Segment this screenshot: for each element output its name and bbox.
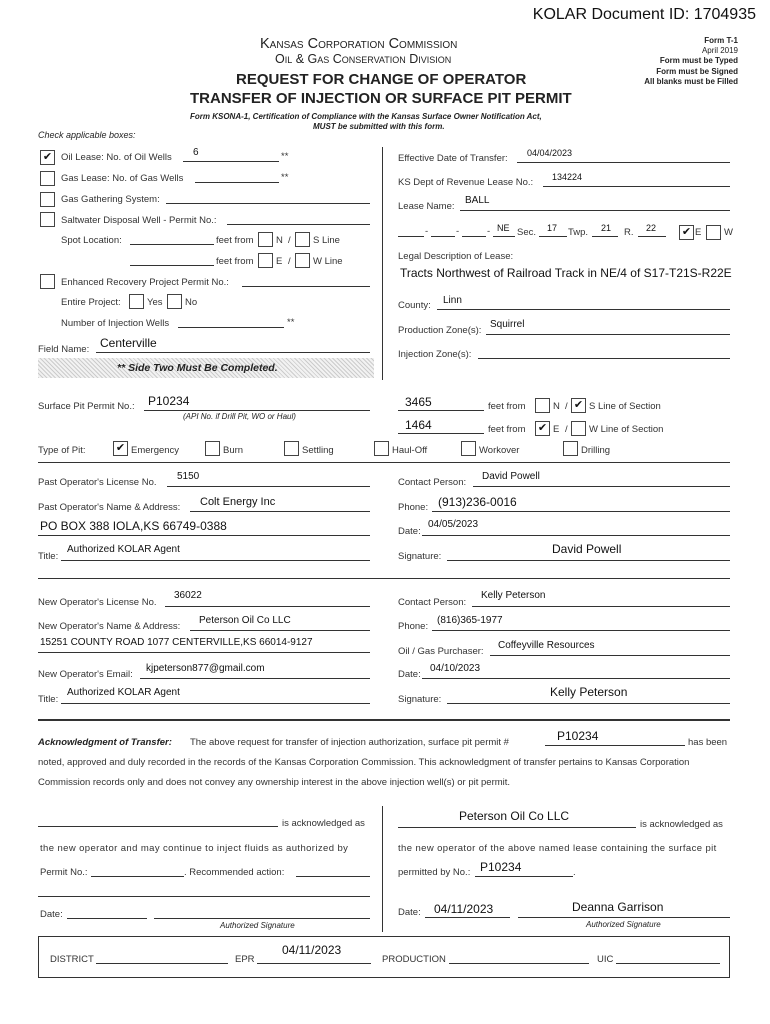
ks-dept-lease-value[interactable]: 134224 <box>552 172 583 182</box>
new-date-label: Date: <box>398 669 421 680</box>
oil-lease-checkbox[interactable]: ✔ <box>40 150 55 165</box>
pit-s-label: S Line of Section <box>589 401 661 412</box>
api-note: (API No. if Drill Pit, WO or Haul) <box>183 412 296 421</box>
pit-haul-off-checkbox[interactable] <box>374 441 389 456</box>
pit-emergency-label: Emergency <box>131 445 180 456</box>
spot-feet-from-2: feet from <box>216 256 254 267</box>
new-email-value[interactable]: kjpeterson877@gmail.com <box>146 663 265 674</box>
form-note-signed: Form must be Signed <box>656 67 738 76</box>
footer-epr-date[interactable]: 04/11/2023 <box>282 943 342 957</box>
pit-drilling-checkbox[interactable] <box>563 441 578 456</box>
injection-wells-stars: ** <box>287 317 295 328</box>
form-note-filled: All blanks must be Filled <box>644 77 738 86</box>
ack-text-3: Commission records only and does not convey any ownership interest in the above injection well(s) or pit permit. <box>38 777 511 788</box>
spot-s-label: S Line <box>313 235 340 246</box>
ack-signer-value[interactable]: Deanna Garrison <box>572 900 664 914</box>
pit-feet-2-value[interactable]: 1464 <box>405 418 432 432</box>
past-contact-value[interactable]: David Powell <box>482 471 540 482</box>
ack-left-text: the new operator and may continue to inject fluids as authorized by <box>40 843 349 854</box>
past-name-label: Past Operator's Name & Address: <box>38 502 181 513</box>
pit-w-checkbox[interactable] <box>571 421 586 436</box>
sec-value[interactable]: 17 <box>547 223 558 233</box>
section-divider <box>38 462 730 463</box>
ack-left-date-label: Date: <box>40 909 63 920</box>
division-name: Oil & Gas Conservation Division <box>275 52 452 66</box>
lease-name-value[interactable]: BALL <box>465 195 490 206</box>
ack-right-date-value[interactable]: 04/11/2023 <box>434 902 494 916</box>
quarter-ne-value[interactable]: NE <box>497 223 510 233</box>
spot-w-checkbox[interactable] <box>295 253 310 268</box>
ack-permit-no-label: Permit No.: <box>40 867 88 878</box>
spot-e-checkbox[interactable] <box>258 253 273 268</box>
new-title-label: Title: <box>38 694 59 705</box>
entire-project-no-checkbox[interactable] <box>167 294 182 309</box>
pit-haul-off-label: Haul-Off <box>392 445 428 456</box>
field-name-label: Field Name: <box>38 344 90 355</box>
entire-project-label: Entire Project: <box>61 297 121 308</box>
form-title-1: REQUEST FOR CHANGE OF OPERATOR <box>236 71 527 88</box>
entire-project-yes-label: Yes <box>147 297 163 308</box>
footer-district-label: DISTRICT <box>50 954 94 965</box>
past-license-value[interactable]: 5150 <box>177 471 200 482</box>
spot-n-checkbox[interactable] <box>258 232 273 247</box>
ack-right-is-acknowledged: is acknowledged as <box>640 819 723 830</box>
new-title-value[interactable]: Authorized KOLAR Agent <box>67 687 180 698</box>
ksona-note: Form KSONA-1, Certification of Compliance with the Kansas Surface Owner Notification Act, <box>190 112 542 121</box>
ack-text-1: The above request for transfer of injection authorization, surface pit permit # <box>190 737 509 748</box>
ksona-note-2: MUST be submitted with this form. <box>313 122 445 131</box>
pit-e-checkbox[interactable]: ✔ <box>535 421 550 436</box>
ack-right-auth-signature: Authorized Signature <box>586 920 661 929</box>
pit-e-label: E <box>553 424 560 435</box>
form-number: Form T-1 <box>704 36 738 45</box>
past-address-value[interactable]: PO BOX 388 IOLA,KS 66749-0388 <box>40 519 227 533</box>
county-value[interactable]: Linn <box>443 295 462 306</box>
surface-pit-value[interactable]: P10234 <box>148 394 190 408</box>
sec-label: Sec. <box>517 227 537 238</box>
pit-burn-label: Burn <box>223 445 244 456</box>
new-signature-value[interactable]: Kelly Peterson <box>550 685 628 699</box>
purchaser-value[interactable]: Coffeyville Resources <box>498 640 595 651</box>
pit-feet-1-value[interactable]: 3465 <box>405 395 432 409</box>
new-phone-label: Phone: <box>398 621 429 632</box>
form-title-2: TRANSFER OF INJECTION OR SURFACE PIT PERMIT <box>190 90 572 107</box>
ack-recommended-action: . Recommended action: <box>184 867 285 878</box>
spot-location-label: Spot Location: <box>61 235 122 246</box>
pit-settling-label: Settling <box>302 445 334 456</box>
past-phone-label: Phone: <box>398 502 429 513</box>
pit-s-checkbox[interactable]: ✔ <box>571 398 586 413</box>
new-signature-label: Signature: <box>398 694 442 705</box>
spot-w-label: W Line <box>313 256 343 267</box>
commission-name: Kansas Corporation Commission <box>260 36 458 52</box>
pit-w-label: W Line of Section <box>589 424 664 435</box>
past-phone-value[interactable]: (913)236-0016 <box>438 495 517 509</box>
spot-e-label: E <box>276 256 283 267</box>
range-value[interactable]: 22 <box>646 223 657 233</box>
oil-lease-label: Oil Lease: No. of Oil Wells <box>61 152 172 163</box>
pit-drilling-label: Drilling <box>581 445 611 456</box>
new-contact-label: Contact Person: <box>398 597 467 608</box>
spot-s-checkbox[interactable] <box>295 232 310 247</box>
county-label: County: <box>398 300 431 311</box>
gas-wells-stars: ** <box>281 172 289 183</box>
column-divider <box>382 147 383 380</box>
ack-permitted-by-label: permitted by No.: <box>398 867 471 878</box>
pit-n-label: N <box>553 401 560 412</box>
ks-dept-lease-label: KS Dept of Revenue Lease No.: <box>398 177 534 188</box>
effective-date-value[interactable]: 04/04/2023 <box>527 148 573 158</box>
new-phone-value[interactable]: (816)365-1977 <box>437 615 503 626</box>
past-title-value[interactable]: Authorized KOLAR Agent <box>67 544 180 555</box>
new-name-label: New Operator's Name & Address: <box>38 621 181 632</box>
type-of-pit-label: Type of Pit: <box>38 445 86 456</box>
check-applicable-label: Check applicable boxes: <box>38 130 136 140</box>
past-date-value[interactable]: 04/05/2023 <box>428 519 479 530</box>
purchaser-label: Oil / Gas Purchaser: <box>398 646 484 657</box>
effective-date-label: Effective Date of Transfer: <box>398 153 508 164</box>
oil-wells-stars: ** <box>281 151 289 162</box>
injection-zone-label: Injection Zone(s): <box>398 349 472 360</box>
range-e-checkbox[interactable]: ✔ <box>679 225 694 240</box>
ack-left-is-acknowledged: is acknowledged as <box>282 818 365 829</box>
pit-n-checkbox[interactable] <box>535 398 550 413</box>
enhanced-recovery-checkbox[interactable] <box>40 274 55 289</box>
ack-company-value[interactable]: Peterson Oil Co LLC <box>459 809 570 823</box>
spot-n-label: N <box>276 235 283 246</box>
new-name-value[interactable]: Peterson Oil Co LLC <box>199 615 291 626</box>
ack-permit-value[interactable]: P10234 <box>557 729 599 743</box>
document-id: KOLAR Document ID: 1704935 <box>532 6 756 23</box>
pit-emergency-checkbox[interactable]: ✔ <box>113 441 128 456</box>
legal-description-label: Legal Description of Lease: <box>398 251 514 262</box>
pit-feet-from-1: feet from <box>488 401 526 412</box>
range-w-label: W <box>724 227 733 238</box>
form-date: April 2019 <box>701 46 738 55</box>
footer-production-label: PRODUCTION <box>382 954 446 965</box>
new-address-value[interactable]: 15251 COUNTY ROAD 1077 CENTERVILLE,KS 66014-9127 <box>40 637 313 648</box>
pit-settling-checkbox[interactable] <box>284 441 299 456</box>
range-e-label: E <box>695 227 702 238</box>
field-name-value[interactable]: Centerville <box>100 336 157 350</box>
injection-wells-label: Number of Injection Wells <box>61 318 170 329</box>
pit-burn-checkbox[interactable] <box>205 441 220 456</box>
footer-uic-label: UIC <box>597 954 614 965</box>
past-license-label: Past Operator's License No. <box>38 477 157 488</box>
ack-permit-2-value[interactable]: P10234 <box>480 860 522 874</box>
range-w-checkbox[interactable] <box>706 225 721 240</box>
production-zone-label: Production Zone(s): <box>398 325 482 336</box>
production-zone-value[interactable]: Squirrel <box>490 319 525 330</box>
spot-feet-from-1: feet from <box>216 235 254 246</box>
surface-pit-label: Surface Pit Permit No.: <box>38 401 135 412</box>
ack-has-been: has been <box>688 737 728 748</box>
past-title-label: Title: <box>38 551 59 562</box>
past-date-label: Date: <box>398 526 421 537</box>
new-date-value[interactable]: 04/10/2023 <box>430 663 481 674</box>
past-name-value[interactable]: Colt Energy Inc <box>200 496 276 508</box>
pit-feet-from-2: feet from <box>488 424 526 435</box>
saltwater-disposal-checkbox[interactable] <box>40 212 55 227</box>
range-label: R. <box>624 227 634 238</box>
new-email-label: New Operator's Email: <box>38 669 133 680</box>
gas-lease-label: Gas Lease: No. of Gas Wells <box>61 173 184 184</box>
lease-name-label: Lease Name: <box>398 201 455 212</box>
pit-workover-checkbox[interactable] <box>461 441 476 456</box>
ack-text-2: noted, approved and duly recorded in the records of the Kansas Corporation Commission. This acknowledgment of transfer pertains to Kansas Corporation <box>38 757 690 768</box>
twp-label: Twp. <box>568 227 589 238</box>
ack-heading: Acknowledgment of Transfer: <box>38 737 172 748</box>
ack-right-text: the new operator of the above named lease containing the surface pit <box>398 843 717 854</box>
enhanced-recovery-label: Enhanced Recovery Project Permit No.: <box>61 277 229 288</box>
ack-left-auth-signature: Authorized Signature <box>220 921 295 930</box>
new-license-label: New Operator's License No. <box>38 597 157 608</box>
legal-description-value[interactable]: Tracts Northwest of Railroad Track in NE/4 of S17-T21S-R22E <box>400 266 732 280</box>
pit-workover-label: Workover <box>479 445 520 456</box>
form-note-typed: Form must be Typed <box>659 56 738 65</box>
gas-lease-checkbox[interactable] <box>40 171 55 186</box>
entire-project-no-label: No <box>185 297 198 308</box>
gas-gathering-label: Gas Gathering System: <box>61 194 160 205</box>
entire-project-yes-checkbox[interactable] <box>129 294 144 309</box>
past-signature-value[interactable]: David Powell <box>552 542 622 556</box>
past-contact-label: Contact Person: <box>398 477 467 488</box>
gas-gathering-checkbox[interactable] <box>40 192 55 207</box>
saltwater-disposal-label: Saltwater Disposal Well - Permit No.: <box>61 215 217 226</box>
twp-value[interactable]: 21 <box>601 223 612 233</box>
ack-right-date-label: Date: <box>398 907 421 918</box>
footer-epr-label: EPR <box>235 954 255 965</box>
new-license-value[interactable]: 36022 <box>174 590 202 601</box>
ack-column-divider <box>382 806 383 932</box>
oil-wells-value[interactable]: 6 <box>193 147 199 158</box>
past-signature-label: Signature: <box>398 551 442 562</box>
side-two-text: ** Side Two Must Be Completed. <box>117 362 278 374</box>
new-contact-value[interactable]: Kelly Peterson <box>481 590 546 601</box>
